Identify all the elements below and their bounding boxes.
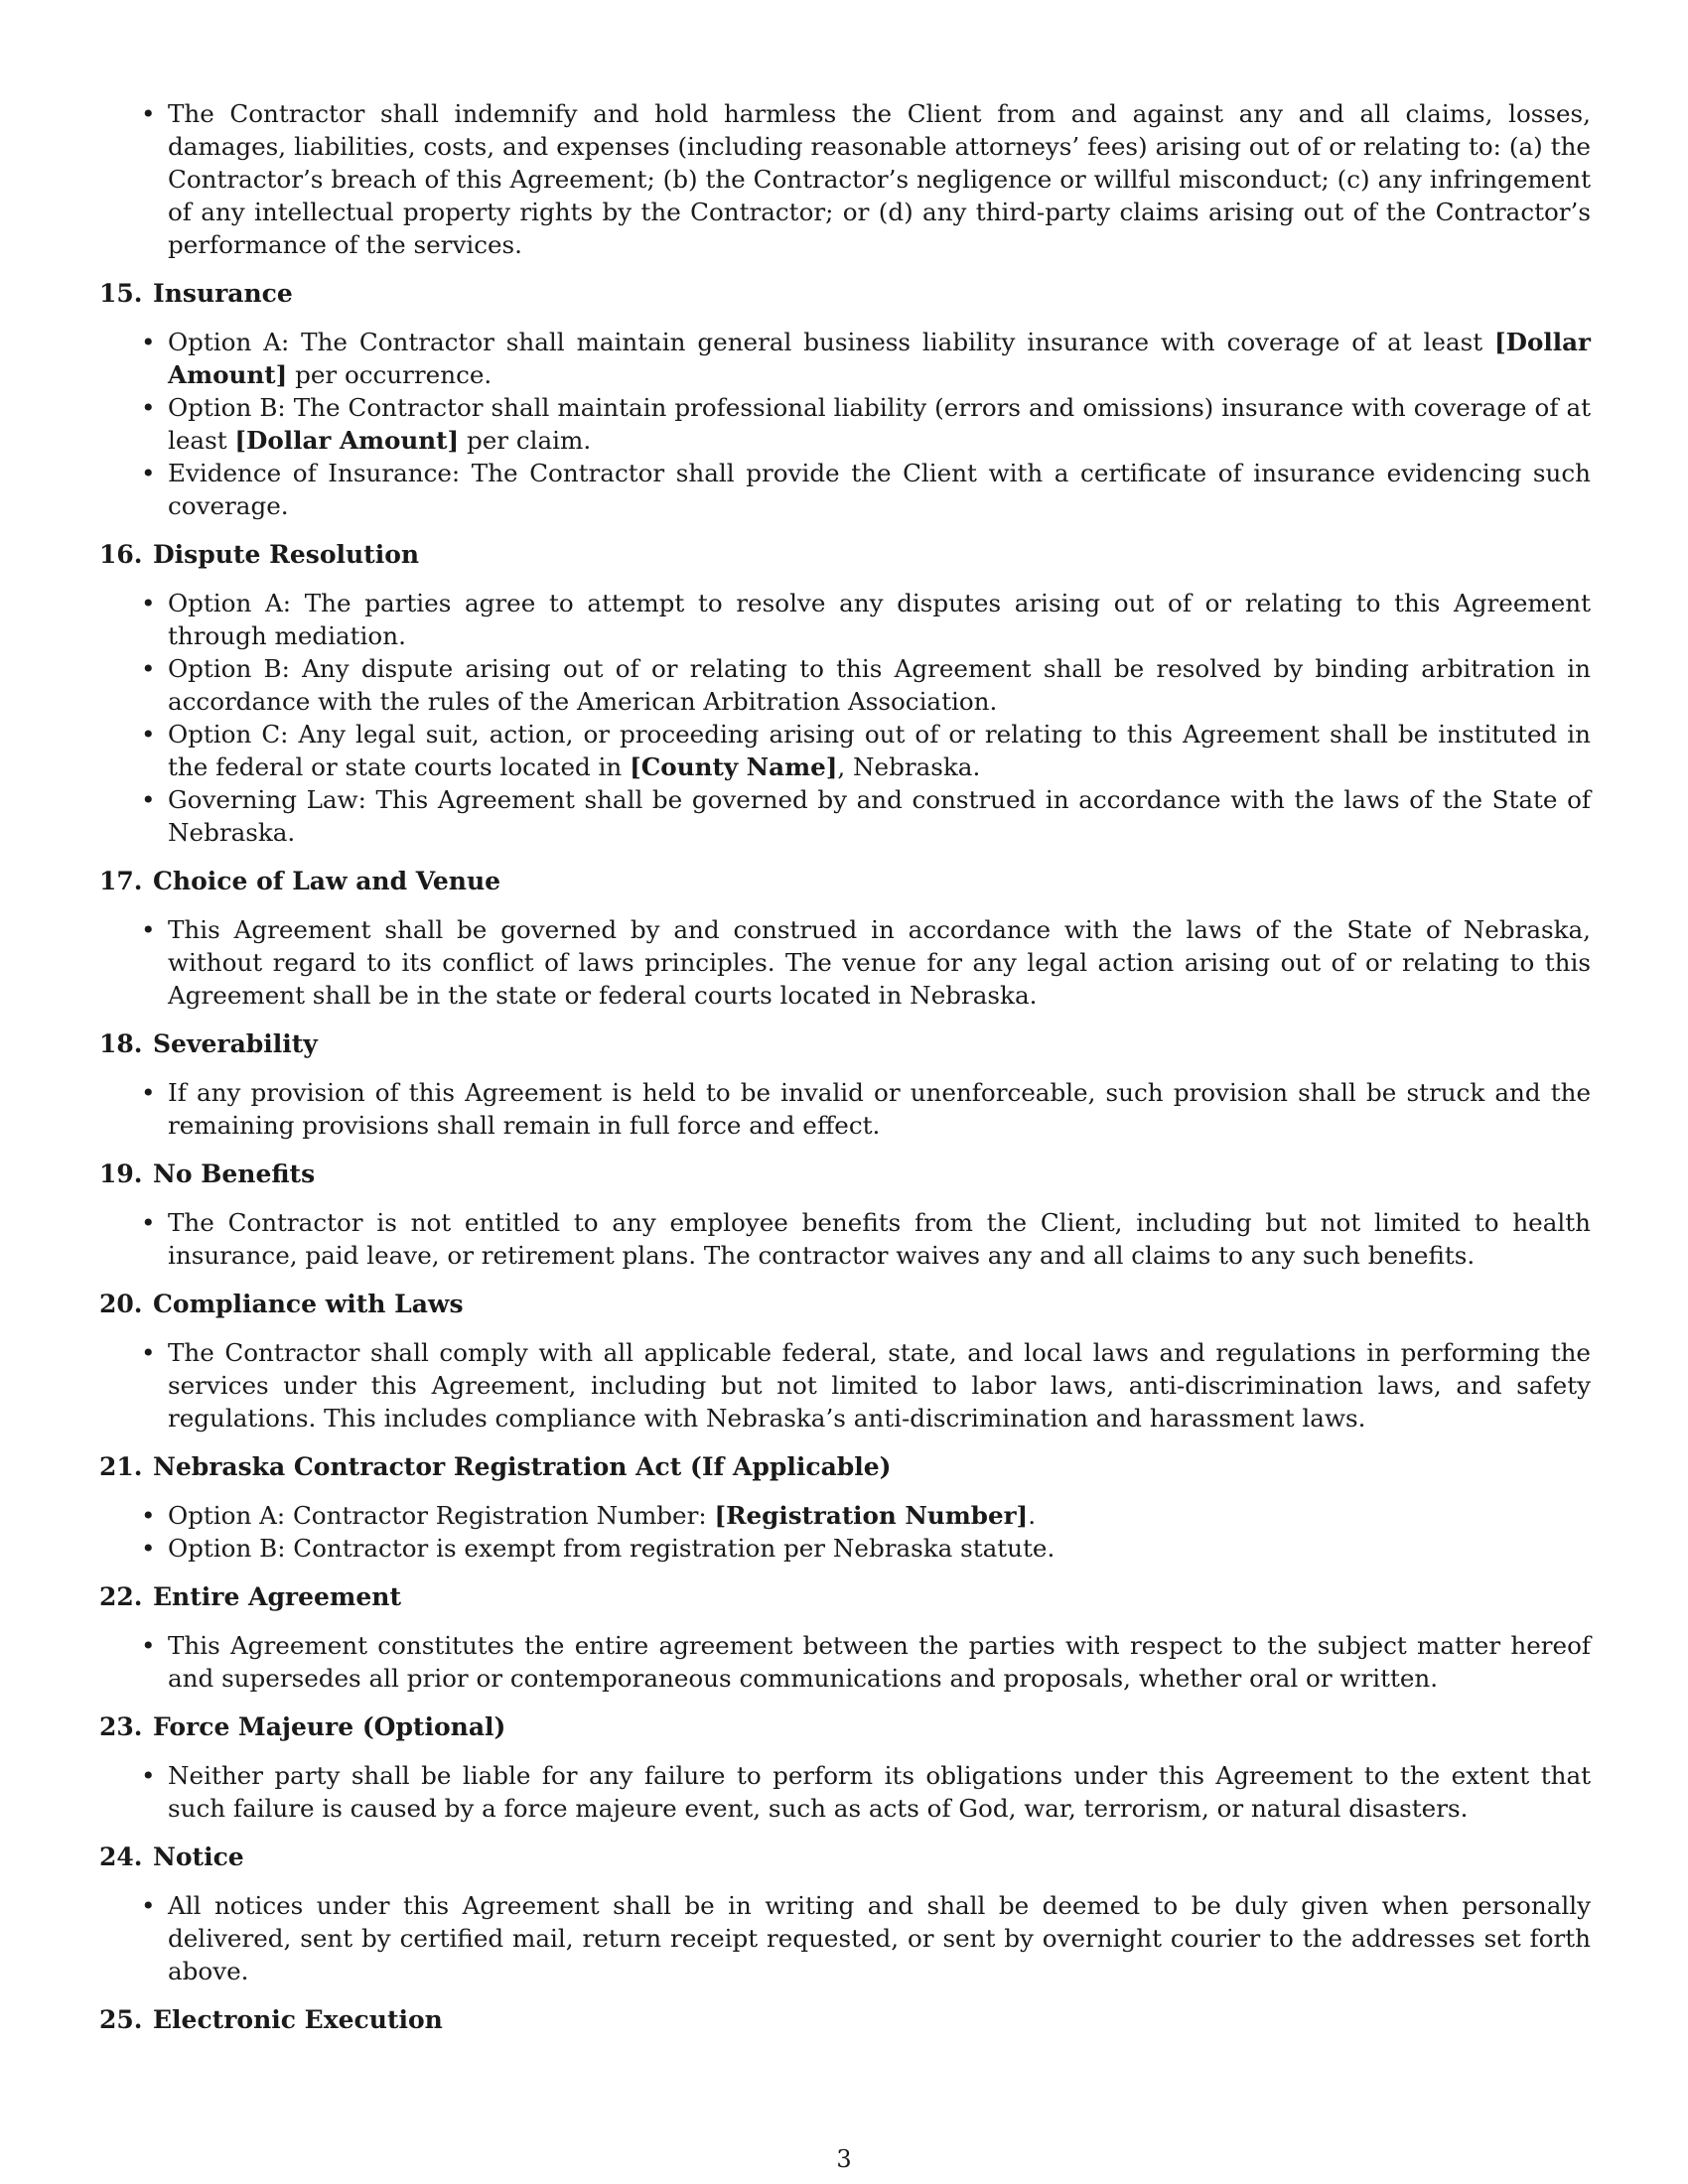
bullet-list: [99, 1206, 1591, 1272]
section-number: 16.: [99, 540, 143, 569]
bullet-list: [99, 1076, 1591, 1142]
section-title: Force Majeure (Optional): [153, 1712, 506, 1741]
section: [99, 2003, 1591, 2036]
section-heading: [99, 1580, 1591, 1613]
list-item: [168, 1532, 1591, 1565]
bullet-list: [99, 1759, 1591, 1825]
item-text: Evidence of Insurance: The Contractor shall provide the Client with a certificate of insurance evidencing such coverage.: [168, 459, 1591, 520]
section-title: Dispute Resolution: [153, 540, 420, 569]
section: [99, 1027, 1591, 1142]
section: [99, 538, 1591, 849]
section-number: 17.: [99, 867, 143, 895]
section-heading: [99, 865, 1591, 897]
item-text: Option B: Contractor is exempt from registration per Nebraska statute.: [168, 1534, 1055, 1563]
item-text: Option A: The Contractor shall maintain general business liability insurance with coverage of at least: [168, 328, 1495, 356]
section-number: 24.: [99, 1843, 143, 1871]
list-item: • The Contractor shall indemnify and hold harmless the Client from and against any and all claims, losses, damages, liabilities, costs, and expenses (including reasonable attorneys’ fees) arising out of or relating to: (a) the Contractor’s breach of this Agreement; (b) the Contractor’s negligence or willful misconduct; (c) any infringement of any intellectual property rights by the Contractor; or (d) any third-party claims arising out of the Contractor’s performance of the services.: [168, 97, 1591, 261]
section-title: Electronic Execution: [153, 2005, 443, 2034]
section-number: 22.: [99, 1582, 143, 1611]
section-title: No Benefits: [153, 1160, 316, 1188]
section: [99, 1288, 1591, 1434]
section-title: Nebraska Contractor Registration Act (If Applicable): [153, 1452, 892, 1481]
item-text-after: , Nebraska.: [837, 752, 981, 781]
page-number: 3: [836, 2145, 852, 2173]
bullet-list: [99, 587, 1591, 849]
section: [99, 1450, 1591, 1565]
section-heading: [99, 1288, 1591, 1320]
intro-bullet-list: [99, 97, 1591, 261]
item-text: This Agreement shall be governed by and construed in accordance with the laws of the State of Nebraska, without regard to its conflict of laws principles. The venue for any legal action arising out of or relating to this Agreement shall be in the state or federal courts located in Nebraska.: [168, 915, 1591, 1010]
item-text-after: per claim.: [459, 426, 592, 455]
section-heading: [99, 1841, 1591, 1873]
section-number: 25.: [99, 2005, 143, 2034]
placeholder-field: [Dollar Amount]: [234, 426, 460, 455]
item-text: If any provision of this Agreement is held to be invalid or unenforceable, such provision shall be struck and the remaining provisions shall remain in full force and effect.: [168, 1078, 1591, 1140]
section-number: 18.: [99, 1029, 143, 1058]
section: [99, 1158, 1591, 1272]
section: [99, 1580, 1591, 1695]
section-title: Notice: [153, 1843, 244, 1871]
item-text-after: per occurrence.: [287, 360, 492, 389]
list-item: [168, 1889, 1591, 1987]
item-text: Option B: The Contractor shall maintain professional liability (errors and omissions) insurance with coverage of at least: [168, 393, 1591, 455]
list-item: [168, 1336, 1591, 1434]
section: [99, 1841, 1591, 1987]
section-heading: [99, 1450, 1591, 1483]
placeholder-field: [Registration Number]: [714, 1501, 1029, 1530]
bullet-list: [99, 1629, 1591, 1695]
section: [99, 277, 1591, 522]
bullet-list: [99, 1889, 1591, 1987]
list-item: [168, 326, 1591, 391]
item-text-after: .: [1028, 1501, 1037, 1530]
section-title: Severability: [153, 1029, 318, 1058]
section-title: Insurance: [153, 279, 293, 308]
list-item: [168, 1759, 1591, 1825]
section-heading: [99, 277, 1591, 310]
section-number: 23.: [99, 1712, 143, 1741]
list-item: [168, 1076, 1591, 1142]
item-text: This Agreement constitutes the entire agreement between the parties with respect to the subject matter hereof and supersedes all prior or contemporaneous communications and proposals, whether oral or written.: [168, 1631, 1591, 1693]
list-item: [168, 587, 1591, 652]
bullet-list: [99, 326, 1591, 522]
list-item: [168, 457, 1591, 522]
bullet-list: [99, 1499, 1591, 1565]
section-heading: [99, 2003, 1591, 2036]
list-item: [168, 391, 1591, 457]
document-page: [99, 97, 1591, 2052]
section-heading: [99, 1027, 1591, 1060]
item-text: Option C: Any legal suit, action, or proceeding arising out of or relating to this Agreement shall be instituted in the federal or state courts located in: [168, 720, 1591, 781]
item-text: The Contractor is not entitled to any employee benefits from the Client, including but not limited to health insurance, paid leave, or retirement plans. The contractor waives any and all claims to any such benefits.: [168, 1208, 1591, 1270]
bullet-list: [99, 1336, 1591, 1434]
section-heading: [99, 1710, 1591, 1743]
section: [99, 865, 1591, 1012]
item-text: Neither party shall be liable for any failure to perform its obligations under this Agreement to the extent that such failure is caused by a force majeure event, such as acts of God, war, terrorism, or natural disasters.: [168, 1761, 1591, 1823]
section-heading: [99, 538, 1591, 571]
item-text: Option A: The parties agree to attempt to resolve any disputes arising out of or relating to this Agreement through mediation.: [168, 589, 1591, 650]
list-item: [168, 913, 1591, 1012]
list-item: [168, 783, 1591, 849]
list-item: [168, 1206, 1591, 1272]
placeholder-field: [County Name]: [630, 752, 838, 781]
item-text: Governing Law: This Agreement shall be governed by and construed in accordance with the laws of the State of Nebraska.: [168, 785, 1591, 847]
list-item: [168, 718, 1591, 783]
section-number: 19.: [99, 1160, 143, 1188]
section-number: 15.: [99, 279, 143, 308]
list-item: [168, 652, 1591, 718]
list-item: [168, 1499, 1591, 1532]
sections-container: [99, 277, 1591, 2036]
list-item: [168, 1629, 1591, 1695]
placeholder-field: [Dollar Amount]: [168, 328, 1591, 389]
section-title: Choice of Law and Venue: [153, 867, 501, 895]
section-heading: [99, 1158, 1591, 1190]
section: [99, 1710, 1591, 1825]
bullet-list: [99, 913, 1591, 1012]
item-text: All notices under this Agreement shall be in writing and shall be deemed to be duly given when personally delivered, sent by certified mail, return receipt requested, or sent by overnight courier to the addresses set forth above.: [168, 1891, 1591, 1985]
section-number: 21.: [99, 1452, 143, 1481]
section-number: 20.: [99, 1290, 143, 1318]
item-text: The Contractor shall comply with all applicable federal, state, and local laws and regulations in performing the services under this Agreement, including but not limited to labor laws, anti-discrimination laws, and safety regulations. This includes compliance with Nebraska’s anti-discrimination and harassment laws.: [168, 1338, 1591, 1433]
section-title: Entire Agreement: [153, 1582, 401, 1611]
item-text: Option A: Contractor Registration Number:: [168, 1501, 715, 1530]
item-text: Option B: Any dispute arising out of or relating to this Agreement shall be resolved by binding arbitration in accordance with the rules of the American Arbitration Association.: [168, 654, 1591, 716]
section-title: Compliance with Laws: [153, 1290, 464, 1318]
